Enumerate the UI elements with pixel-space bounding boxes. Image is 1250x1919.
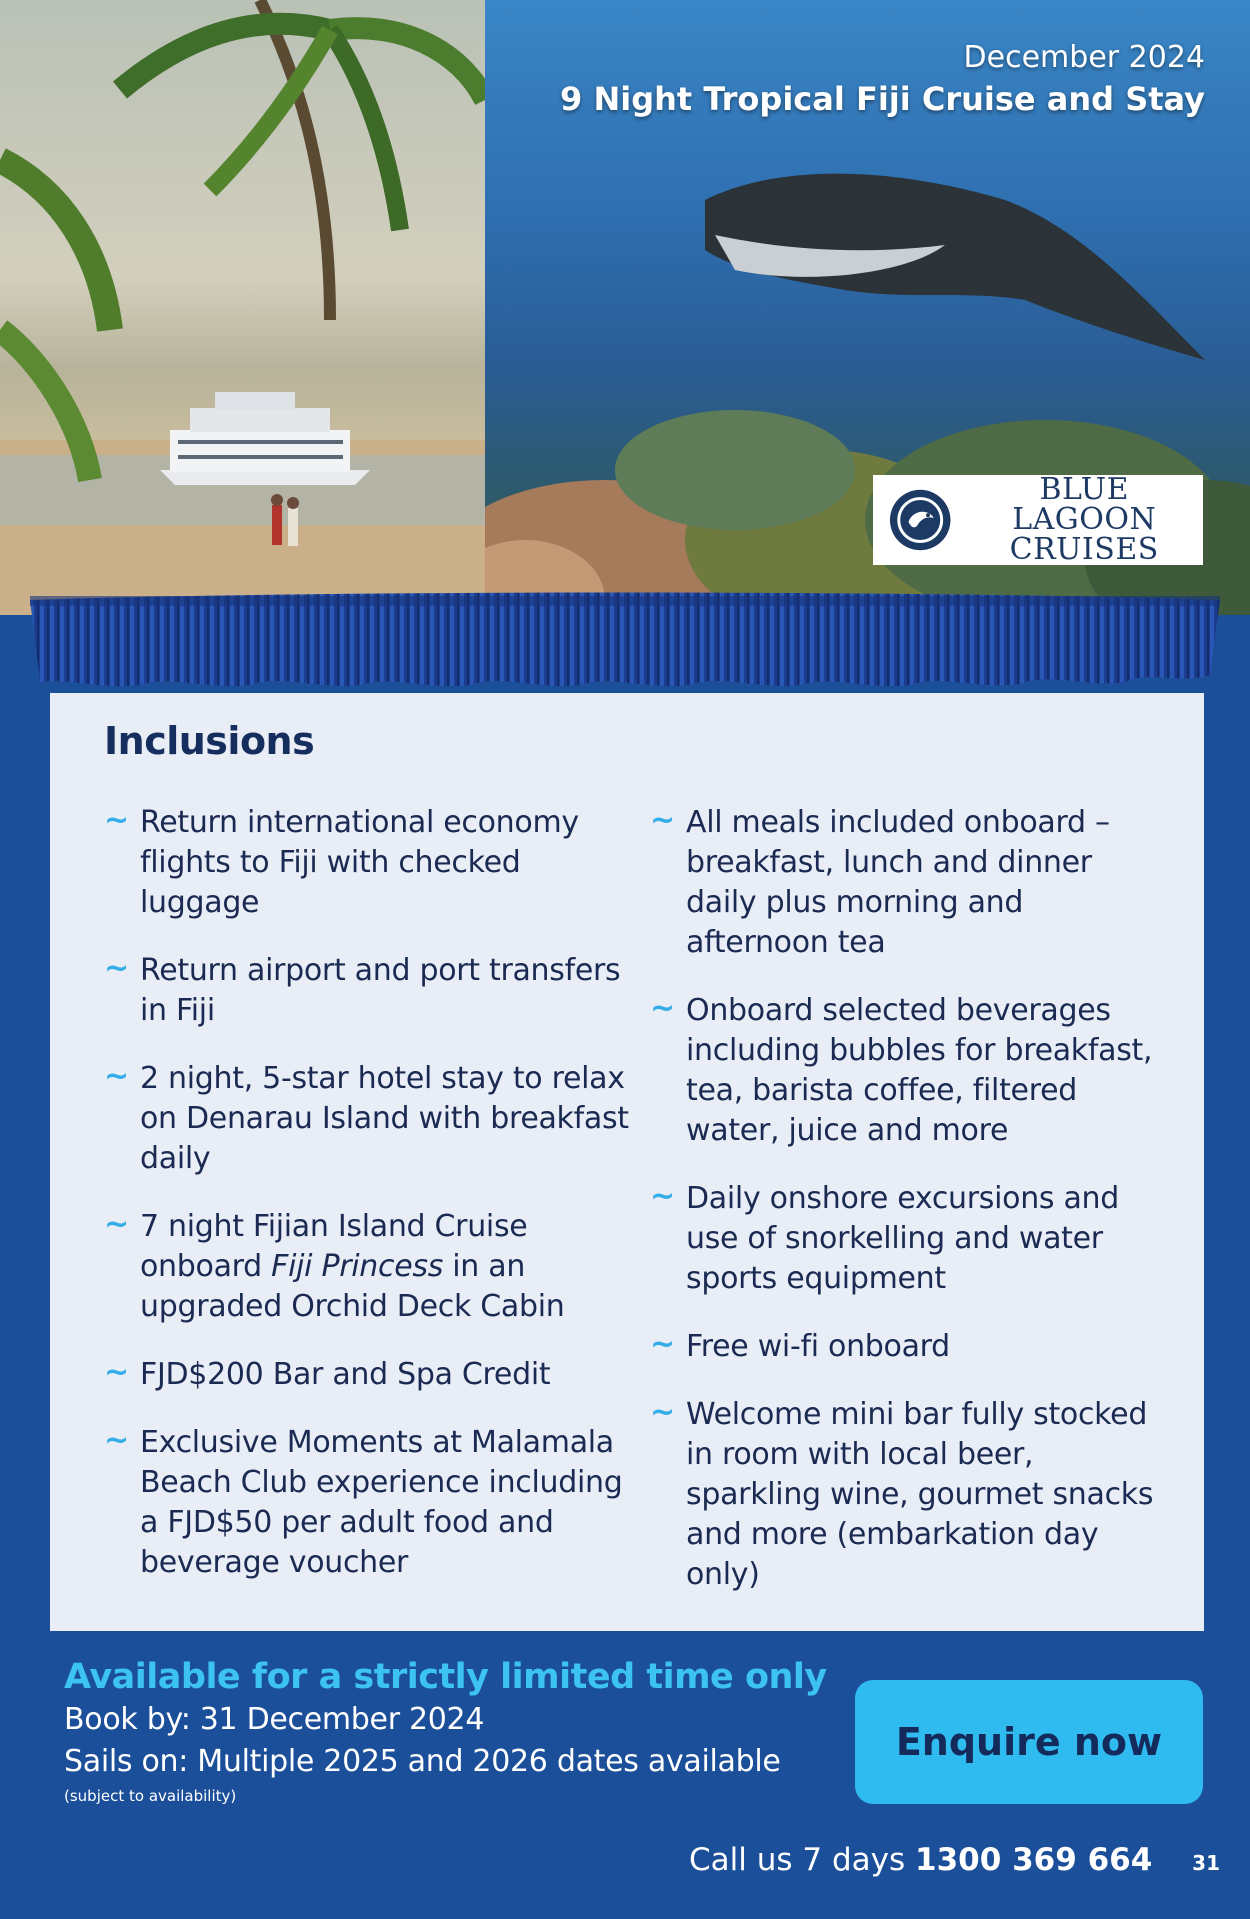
list-item-text: 2 night, 5-star hotel stay to relax on Denarau Island with breakfast daily	[140, 1061, 629, 1176]
inclusions-left-list	[104, 803, 634, 1611]
blue-lagoon-cruises-logo	[873, 472, 1203, 567]
list-item-text: 7 night Fijian Island Cruise onboard	[140, 1209, 528, 1284]
tilde-bullet-icon: ~	[104, 1423, 129, 1458]
list-item-text: Return airport and port transfers in Fiji	[140, 953, 621, 1028]
tilde-bullet-icon: ~	[650, 1327, 675, 1362]
tilde-bullet-icon: ~	[650, 803, 675, 838]
ship-name: Fiji Princess	[271, 1249, 444, 1284]
list-item-text: Free wi-fi onboard	[686, 1329, 950, 1364]
logo-line1: BLUE LAGOON	[1012, 472, 1157, 537]
list-item-text: Onboard selected beverages including bubbles for breakfast, tea, barista coffee, filtered water, juice and more	[686, 993, 1153, 1148]
tilde-bullet-icon: ~	[104, 951, 129, 986]
list-item	[104, 951, 634, 1031]
departure-date: December 2024	[963, 40, 1205, 75]
call-us-label: Call us 7 days	[689, 1842, 906, 1878]
tilde-bullet-icon: ~	[104, 1355, 129, 1390]
book-by-date: Book by: 31 December 2024	[64, 1702, 485, 1737]
list-item-text: Exclusive Moments at Malamala Beach Club experience including a FJD$50 per adult food and beverage voucher	[140, 1425, 623, 1580]
beach-ship-illustration	[0, 0, 485, 615]
inclusions-card	[50, 693, 1204, 1631]
ship-shape	[160, 392, 370, 485]
page-number: 31	[1192, 1851, 1220, 1875]
list-item-text: Return international economy flights to Fiji with checked luggage	[140, 805, 579, 920]
tilde-bullet-icon: ~	[650, 991, 675, 1026]
tilde-bullet-icon: ~	[104, 1059, 129, 1094]
list-item	[650, 1179, 1170, 1299]
list-item	[650, 803, 1170, 963]
hero-heading	[560, 38, 1205, 120]
list-item-text: in an upgraded Orchid Deck Cabin	[140, 1249, 565, 1324]
offer-headline: Available for a strictly limited time only	[64, 1657, 827, 1697]
list-item	[650, 1327, 1170, 1367]
list-item-text: FJD$200 Bar and Spa Credit	[140, 1357, 551, 1392]
sailing-dates: Sails on: Multiple 2025 and 2026 dates available	[64, 1744, 781, 1779]
list-item	[104, 803, 634, 923]
tilde-bullet-icon: ~	[104, 1207, 129, 1242]
logo-line2: CRUISES	[1009, 532, 1159, 567]
list-item-text: Welcome mini bar fully stocked in room with local beer, sparkling wine, gourmet snacks and more (embarkation day only)	[686, 1397, 1154, 1592]
hero-title: 9 Night Tropical Fiji Cruise and Stay	[560, 80, 1205, 118]
enquire-now-button[interactable]: Enquire now	[855, 1680, 1203, 1804]
phone-number[interactable]: 1300 369 664	[915, 1842, 1153, 1878]
inclusions-title: Inclusions	[104, 719, 315, 763]
list-item-text: Daily onshore excursions and use of snorkelling and water sports equipment	[686, 1181, 1120, 1296]
curtain-valance	[30, 590, 1220, 690]
list-item	[104, 1059, 634, 1179]
beach-ship-photo	[0, 0, 485, 615]
list-item	[104, 1355, 634, 1395]
tilde-bullet-icon: ~	[104, 803, 129, 838]
turtle-emblem-icon	[889, 488, 951, 552]
list-item-text: All meals included onboard – breakfast, lunch and dinner daily plus morning and afternoon tea	[686, 805, 1110, 960]
inclusions-right-list	[650, 803, 1170, 1623]
offer-details	[64, 1655, 827, 1807]
list-item	[104, 1423, 634, 1583]
tilde-bullet-icon: ~	[650, 1395, 675, 1430]
tilde-bullet-icon: ~	[650, 1179, 675, 1214]
list-item	[104, 1207, 634, 1327]
list-item	[650, 1395, 1170, 1595]
hero-banner	[0, 0, 1250, 615]
availability-note: (subject to availability)	[64, 1787, 237, 1805]
list-item	[650, 991, 1170, 1151]
logo-wordmark	[965, 472, 1203, 567]
footer-contact	[689, 1838, 1220, 1885]
